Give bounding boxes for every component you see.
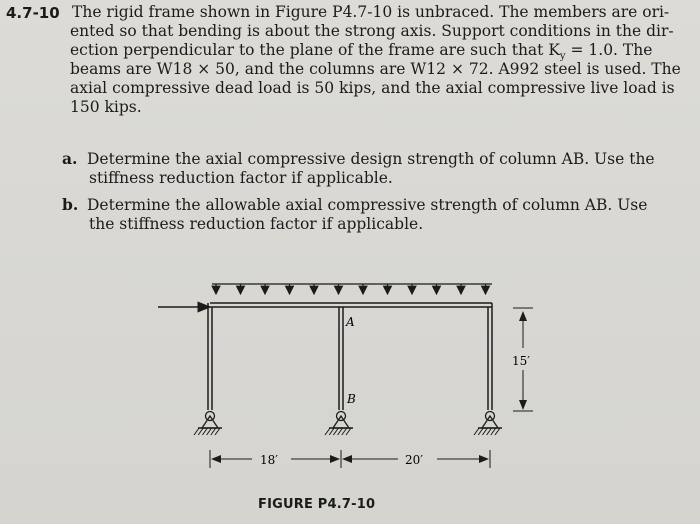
dim-right-label: 20′ — [405, 453, 423, 467]
label-b: B — [347, 392, 356, 406]
beam — [210, 303, 492, 307]
span-dimensions — [210, 450, 490, 468]
dim-height-label: 15′ — [512, 354, 530, 368]
left-column — [208, 303, 212, 410]
problem-line-5: axial compressive dead load is 50 kips, and the axial compressive live load is — [70, 79, 675, 97]
ky-subscript: y — [559, 51, 566, 63]
problem-statement — [70, 22, 695, 117]
problem-line-6: 150 kips. — [70, 98, 142, 116]
figure-caption: FIGURE P4.7-10 — [258, 497, 376, 512]
problem-line-3: ection perpendicular to the plane of the frame are such that $K_y = 1.0$. The — [70, 41, 653, 63]
problem-number: 4.7-10 — [6, 4, 60, 22]
part-b-line-1: Determine the allowable axial compressive strength of column AB. Use — [87, 196, 648, 214]
height-dimension — [512, 308, 533, 411]
part-b-line-2: the stiffness reduction factor if applicable. — [89, 215, 424, 233]
column-ab — [339, 307, 343, 410]
part-a — [62, 149, 692, 188]
problem-line-4: beams are W18 × 50, and the columns are W12 × 72. A992 steel is used. The — [70, 60, 681, 78]
frame-figure — [0, 270, 700, 500]
part-a-line-1: Determine the axial compressive design strength of column AB. Use the — [87, 150, 655, 168]
part-a-line-2: stiffness reduction factor if applicable. — [89, 169, 393, 187]
pin-support — [325, 412, 353, 436]
right-column — [488, 303, 492, 410]
dim-left-label: 18′ — [260, 453, 278, 467]
pin-support — [474, 412, 502, 436]
part-b-letter: b. — [62, 195, 79, 214]
distributed-load — [212, 284, 492, 294]
problem-line-2: ented so that bending is about the strong axis. Support conditions in the dir- — [70, 22, 674, 40]
label-a: A — [346, 315, 355, 329]
problem-line-1: The rigid frame shown in Figure P4.7-10 is unbraced. The members are ori- — [72, 3, 670, 21]
part-a-letter: a. — [62, 149, 78, 168]
pin-support — [194, 412, 222, 436]
part-b — [62, 195, 692, 234]
